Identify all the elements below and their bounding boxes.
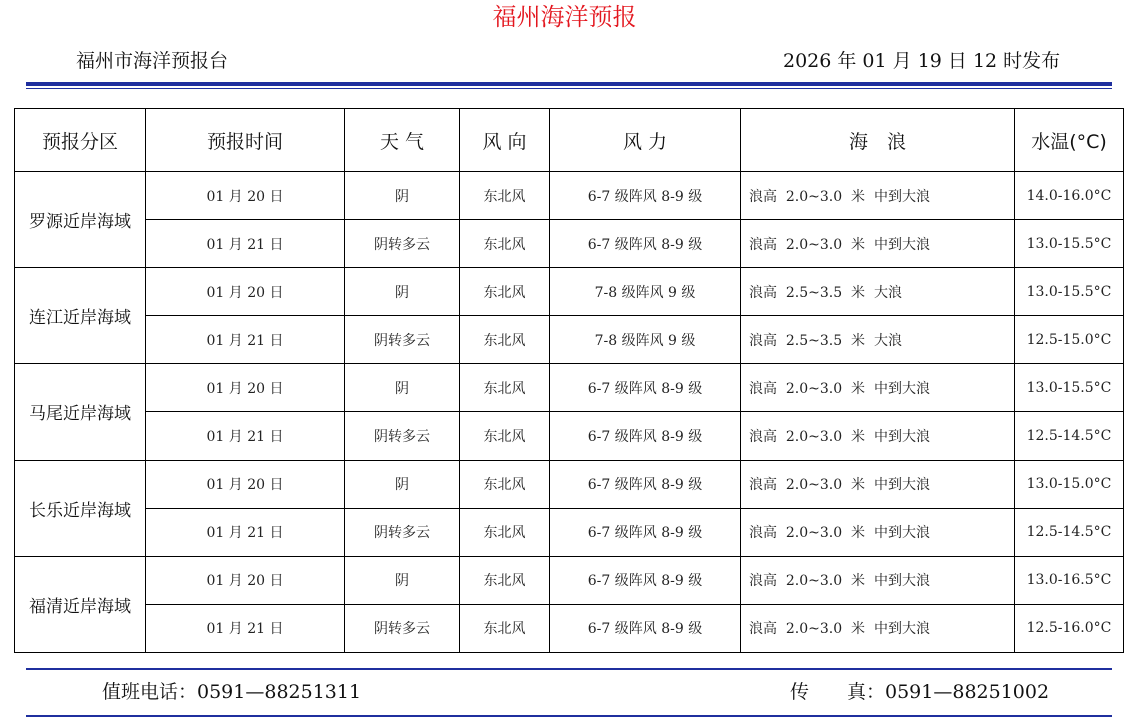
footer-rule-bottom <box>26 715 1112 717</box>
table-row <box>15 556 1124 604</box>
weather-cell: 阴 <box>345 172 460 220</box>
water-temp-cell: 13.0-15.5°C <box>1015 268 1124 316</box>
water-temp-cell: 12.5-16.0°C <box>1015 604 1124 652</box>
weather-cell: 阴 <box>345 460 460 508</box>
wave-cell: 浪高 2.5~3.5 米 大浪 <box>741 316 1015 364</box>
table-row <box>15 172 1124 220</box>
wind-force-cell: 7-8 级阵风 9 级 <box>550 268 741 316</box>
water-temp-cell: 12.5-15.0°C <box>1015 316 1124 364</box>
forecast-date: 01 月 21 日 <box>146 412 345 460</box>
wave-cell: 浪高 2.0~3.0 米 中到大浪 <box>741 556 1015 604</box>
wind-force-cell: 7-8 级阵风 9 级 <box>550 316 741 364</box>
water-temp-cell: 12.5-14.5°C <box>1015 508 1124 556</box>
weather-cell: 阴 <box>345 268 460 316</box>
water-temp-cell: 13.0-16.5°C <box>1015 556 1124 604</box>
weather-cell: 阴转多云 <box>345 508 460 556</box>
issue-time: 2026 年 01 月 19 日 12 时发布 <box>783 50 1061 72</box>
forecast-date: 01 月 20 日 <box>146 460 345 508</box>
water-temp-cell: 14.0-16.0°C <box>1015 172 1124 220</box>
footer-rule-top <box>26 668 1112 670</box>
wind-force-cell: 6-7 级阵风 8-9 级 <box>550 604 741 652</box>
issuer-name: 福州市海洋预报台 <box>76 50 229 72</box>
water-temp-cell: 13.0-15.5°C <box>1015 220 1124 268</box>
wind-direction-cell: 东北风 <box>460 316 550 364</box>
header-rule-thin <box>26 88 1112 89</box>
wave-cell: 浪高 2.5~3.5 米 大浪 <box>741 268 1015 316</box>
water-temp-cell: 13.0-15.5°C <box>1015 364 1124 412</box>
forecast-date: 01 月 21 日 <box>146 508 345 556</box>
table-row <box>15 220 1124 268</box>
table-row <box>15 364 1124 412</box>
forecast-date: 01 月 20 日 <box>146 556 345 604</box>
weather-cell: 阴转多云 <box>345 412 460 460</box>
header-zone: 预报分区 <box>15 109 146 172</box>
wind-force-cell: 6-7 级阵风 8-9 级 <box>550 508 741 556</box>
wind-direction-cell: 东北风 <box>460 556 550 604</box>
wind-direction-cell: 东北风 <box>460 460 550 508</box>
fax-number: 传 真：0591—88251002 <box>790 681 1050 703</box>
forecast-date: 01 月 20 日 <box>146 364 345 412</box>
table-header-row <box>15 109 1124 172</box>
forecast-table <box>14 108 1124 653</box>
table-row <box>15 316 1124 364</box>
water-temp-cell: 12.5-14.5°C <box>1015 412 1124 460</box>
zone-name: 福清近岸海域 <box>15 556 146 652</box>
wind-force-cell: 6-7 级阵风 8-9 级 <box>550 364 741 412</box>
table-row <box>15 268 1124 316</box>
header-rule-thick <box>26 82 1112 86</box>
weather-cell: 阴转多云 <box>345 316 460 364</box>
wind-direction-cell: 东北风 <box>460 412 550 460</box>
weather-cell: 阴 <box>345 364 460 412</box>
wind-force-cell: 6-7 级阵风 8-9 级 <box>550 412 741 460</box>
wind-force-cell: 6-7 级阵风 8-9 级 <box>550 556 741 604</box>
page-title: 福州海洋预报 <box>492 3 637 31</box>
forecast-date: 01 月 21 日 <box>146 604 345 652</box>
weather-cell: 阴 <box>345 556 460 604</box>
wind-direction-cell: 东北风 <box>460 220 550 268</box>
wave-cell: 浪高 2.0~3.0 米 中到大浪 <box>741 364 1015 412</box>
wind-direction-cell: 东北风 <box>460 172 550 220</box>
wind-direction-cell: 东北风 <box>460 604 550 652</box>
table-row <box>15 412 1124 460</box>
zone-name: 马尾近岸海域 <box>15 364 146 460</box>
header-weather: 天 气 <box>345 109 460 172</box>
header-wind-force: 风 力 <box>550 109 741 172</box>
forecast-date: 01 月 21 日 <box>146 316 345 364</box>
wave-cell: 浪高 2.0~3.0 米 中到大浪 <box>741 604 1015 652</box>
duty-phone: 值班电话：0591—88251311 <box>102 681 362 703</box>
weather-cell: 阴转多云 <box>345 604 460 652</box>
wave-cell: 浪高 2.0~3.0 米 中到大浪 <box>741 412 1015 460</box>
water-temp-cell: 13.0-15.0°C <box>1015 460 1124 508</box>
wind-force-cell: 6-7 级阵风 8-9 级 <box>550 460 741 508</box>
table-row <box>15 460 1124 508</box>
wave-cell: 浪高 2.0~3.0 米 中到大浪 <box>741 220 1015 268</box>
forecast-date: 01 月 20 日 <box>146 172 345 220</box>
wind-force-cell: 6-7 级阵风 8-9 级 <box>550 172 741 220</box>
zone-name: 罗源近岸海域 <box>15 172 146 268</box>
header-water-temp: 水温(°C) <box>1015 109 1124 172</box>
table-row <box>15 604 1124 652</box>
table-row <box>15 508 1124 556</box>
wave-cell: 浪高 2.0~3.0 米 中到大浪 <box>741 508 1015 556</box>
zone-name: 连江近岸海域 <box>15 268 146 364</box>
wave-cell: 浪高 2.0~3.0 米 中到大浪 <box>741 172 1015 220</box>
wave-cell: 浪高 2.0~3.0 米 中到大浪 <box>741 460 1015 508</box>
wind-direction-cell: 东北风 <box>460 508 550 556</box>
wind-direction-cell: 东北风 <box>460 364 550 412</box>
header-wave: 海 浪 <box>741 109 1015 172</box>
forecast-date: 01 月 20 日 <box>146 268 345 316</box>
wind-direction-cell: 东北风 <box>460 268 550 316</box>
wind-force-cell: 6-7 级阵风 8-9 级 <box>550 220 741 268</box>
zone-name: 长乐近岸海域 <box>15 460 146 556</box>
weather-cell: 阴转多云 <box>345 220 460 268</box>
header-wind-direction: 风 向 <box>460 109 550 172</box>
header-time: 预报时间 <box>146 109 345 172</box>
forecast-date: 01 月 21 日 <box>146 220 345 268</box>
